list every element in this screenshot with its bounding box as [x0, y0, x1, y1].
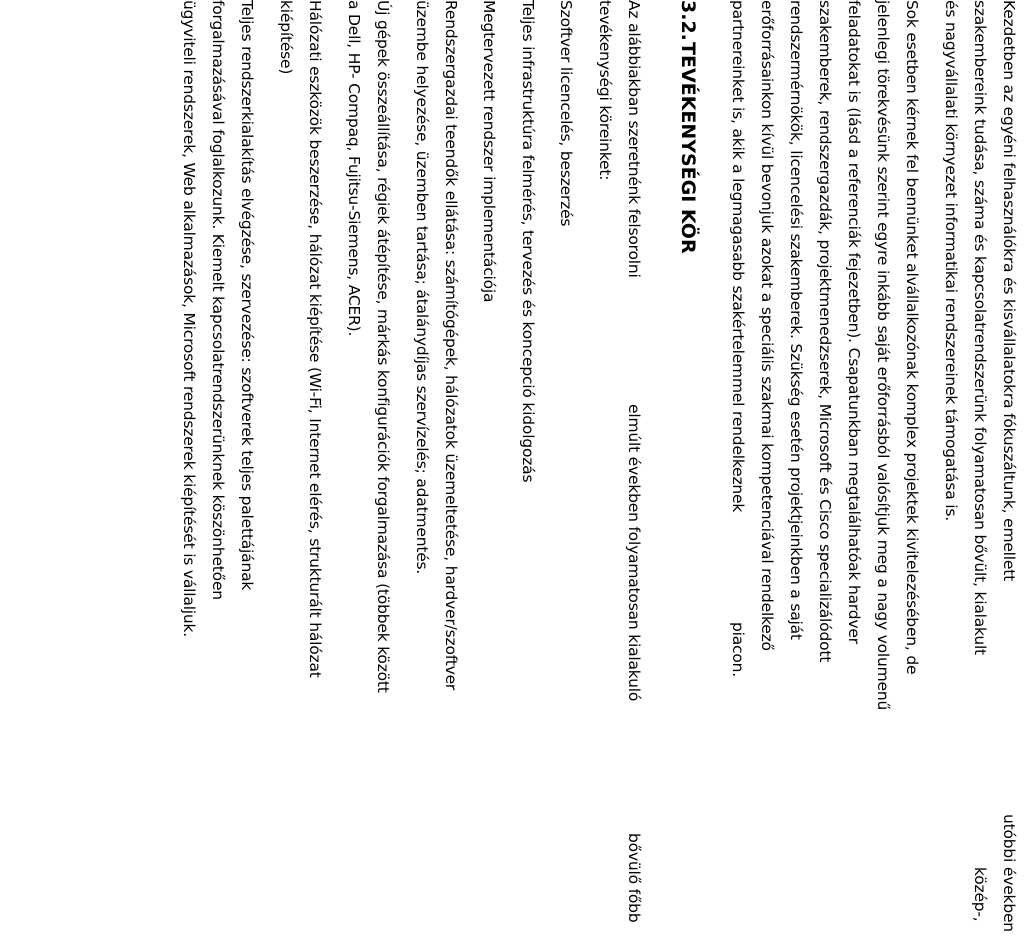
- intro2-line-1-text: Sok esetben kérnek fel bennünket alvállalkozónak komplex projektek kivitelezésében, de: [903, 0, 921, 675]
- list-item-text: Teljes infrastruktúra felmérés, tervezés és koncepció kidolgozás: [519, 0, 537, 483]
- list-item-text: üzembe helyezése, üzemben tartása; átalánydíjas szervízelés; adatmentés.: [413, 0, 431, 575]
- list-item-text: ügyviteli rendszerek, Web alkalmazások, Microsoft rendszerek kiépítését is vállaljuk.: [180, 0, 198, 638]
- list-item-text: Rendszergazdai teendők ellátása: számítógépek, hálózatok üzemeltetése, hardver/szoftver: [442, 0, 460, 691]
- list-item-text: Új gépek összeállítása, régiek átépítése, márkás konfigurációk forgalmazása (többek között: [374, 0, 392, 693]
- lead-line-1-b: elmúlt években folyamatosan kialakuló: [625, 404, 643, 702]
- intro2-line-7-b: piacon.: [729, 622, 747, 677]
- lead-line-1-a: Az alábbiakban szeretnénk felsorolni: [625, 0, 643, 278]
- list-item-text: Hálózati eszközök beszerzése, hálózat kiépítése (Wi-Fi, Internet elérés, strukturált hálózat: [306, 0, 324, 678]
- list-item-text: Teljes rendszerkialakítás elvégzése, szervezése: szoftverek teljes palettájának: [238, 0, 256, 591]
- section-number: 3.2.: [677, 0, 699, 41]
- list-item-text: Szoftver licencelés, beszerzés: [557, 0, 575, 227]
- lead-line-2-text: tevékenységi köreinket:: [596, 0, 614, 181]
- intro-line-1-a: Kezdetben az egyéni felhasználókra és kisvállalatokra fókuszáltunk, emellett: [1000, 0, 1018, 581]
- intro-line-2-b: közép-,: [971, 867, 989, 922]
- list-item-text: a Dell, HP- Compaq, Fujitsu-Siemens, ACER).: [345, 0, 363, 337]
- intro-line-2-a: szakembereink tudása, száma és kapcsolatrendszerünk folyamatosan bővült, kialakult: [971, 0, 989, 655]
- intro2-line-4-text: szakemberek, rendszergazdák, projektmenedzserek, Microsoft és Cisco specializálódott: [816, 0, 834, 663]
- list-item-text: forgalmazásával foglalkozunk. Kiemelt kapcsolatrendszerünknek köszönhetően: [209, 0, 227, 600]
- intro2-line-6-text: erőforrásainkon kívül bevonjuk azokat a speciális szakmai kompetenciával rendelkező: [758, 0, 776, 651]
- intro2-line-5-text: rendszermérnökök, licencelési szakemberek. Szükség esetén projektjeinkben a saját: [787, 0, 805, 640]
- intro-line-1-b: utóbbi években: [1000, 814, 1018, 932]
- lead-line-1-c: bővülő főbb: [625, 833, 643, 923]
- list-item-text: Megtervezett rendszer implementációja: [480, 0, 498, 303]
- intro2-line-3-text: feladatokat is (lásd a referenciák fejezetben). Csapatunkban megtalálhatóak hardver: [845, 0, 863, 644]
- section-title: TEVÉKENYSÉGI KÖR: [677, 42, 699, 254]
- intro2-line-7-a: partnereinket is, akik a legmagasabb szakértelemmel rendelkeznek: [729, 0, 747, 513]
- intro-line-3-a: és nagyvállalati környezet informatikai rendszereinek támogatása is.: [942, 0, 960, 521]
- intro2-line-2-text: jelenlegi törekvésünk szerint egyre inkább saját erőforrásból valósítjuk meg a nagy volumenű: [874, 0, 892, 711]
- list-item-text: kiépítése): [277, 0, 295, 75]
